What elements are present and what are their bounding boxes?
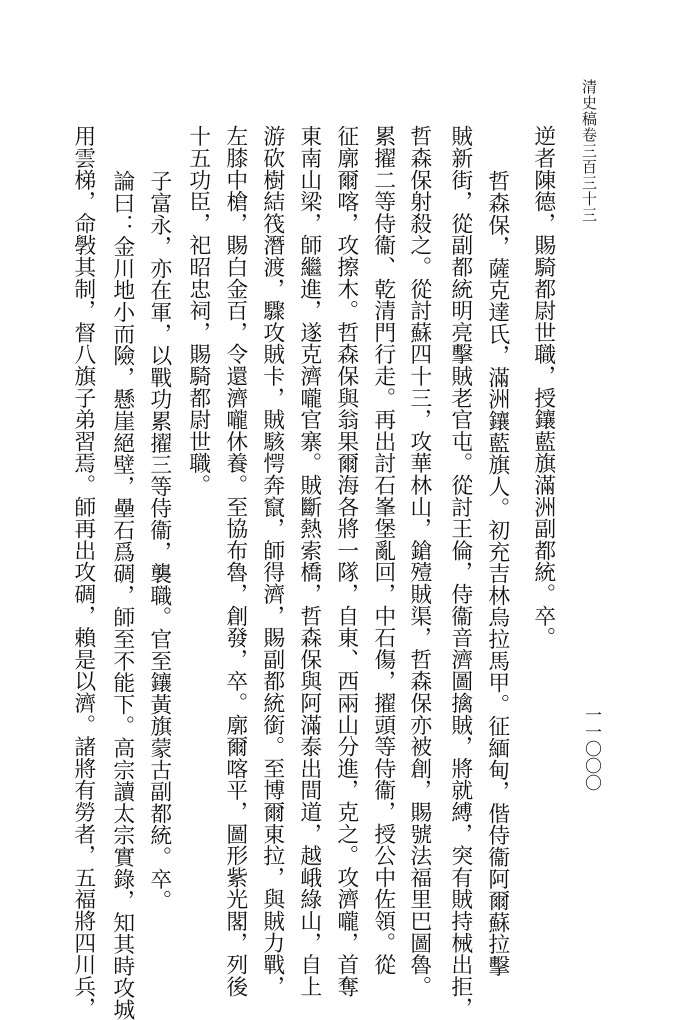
page-number: 一一〇〇〇 (581, 706, 601, 791)
text-column-12: 論曰：金川地小而險，懸崖絕壁，壘石爲碉，師至不能下。高宗讀太宗實錄，知其時攻城 (109, 170, 135, 1020)
text-column-1: 逆者陳德，賜騎都尉世職，授鑲藍旗滿洲副都統。卒。 (530, 125, 556, 649)
text-column-2: 哲森保，薩克達氏，滿洲鑲藍旗人。初充吉林烏拉馬甲。征緬甸，偕侍衞阿爾蘇拉擊 (484, 170, 510, 977)
text-column-7: 東南山梁，師繼進，遂克濟嚨官寨。賊斷熱索橋，哲森保與阿滿泰出間道，越峨綠山，自上 (296, 125, 322, 997)
text-column-9: 左膝中槍，賜白金百，令還濟嚨休養。至協布魯，創發，卒。廓爾喀平，圖形紫光閣，列後 (222, 125, 248, 997)
text-column-11: 子富永，亦在軍，以戰功累擢三等侍衞，襲職。官至鑲黃旗蒙古副都統。卒。 (146, 170, 172, 912)
text-column-10: 十五功臣，祀昭忠祠，賜騎都尉世職。 (185, 125, 211, 496)
text-column-13: 用雲梯，命斅其制，督八旗子弟習焉。師再出攻碉，賴是以濟。諸將有勞者，五福將四川兵， (70, 125, 96, 1019)
text-column-5: 累擢二等侍衞、乾清門行走。再出討石峯堡亂回，中石傷，擢頭等侍衞，授公中佐領。從 (370, 125, 396, 976)
text-column-8: 游砍樹結筏潛渡，驟攻賊卡，賊駭愕奔竄，師得濟，賜副都統銜。至博爾東拉，與賊力戰， (259, 125, 285, 997)
text-column-3: 賊新街，從副都統明亮擊賊老官屯。從討王倫，侍衞音濟圖擒賊，將就縛，突有賊持械出拒， (447, 125, 473, 1019)
text-column-6: 征廓爾喀，攻擦木。哲森保與翁果爾海各將一隊，自東、西兩山分進，克之。攻濟嚨，首奪 (333, 125, 359, 997)
running-title: 清史稿卷三百三十三 (580, 79, 598, 223)
text-column-4: 哲森保射殺之。從討蘇四十三，攻華林山，鎗殪賊渠，哲森保亦被創，賜號法福里巴圖魯。 (406, 125, 432, 997)
